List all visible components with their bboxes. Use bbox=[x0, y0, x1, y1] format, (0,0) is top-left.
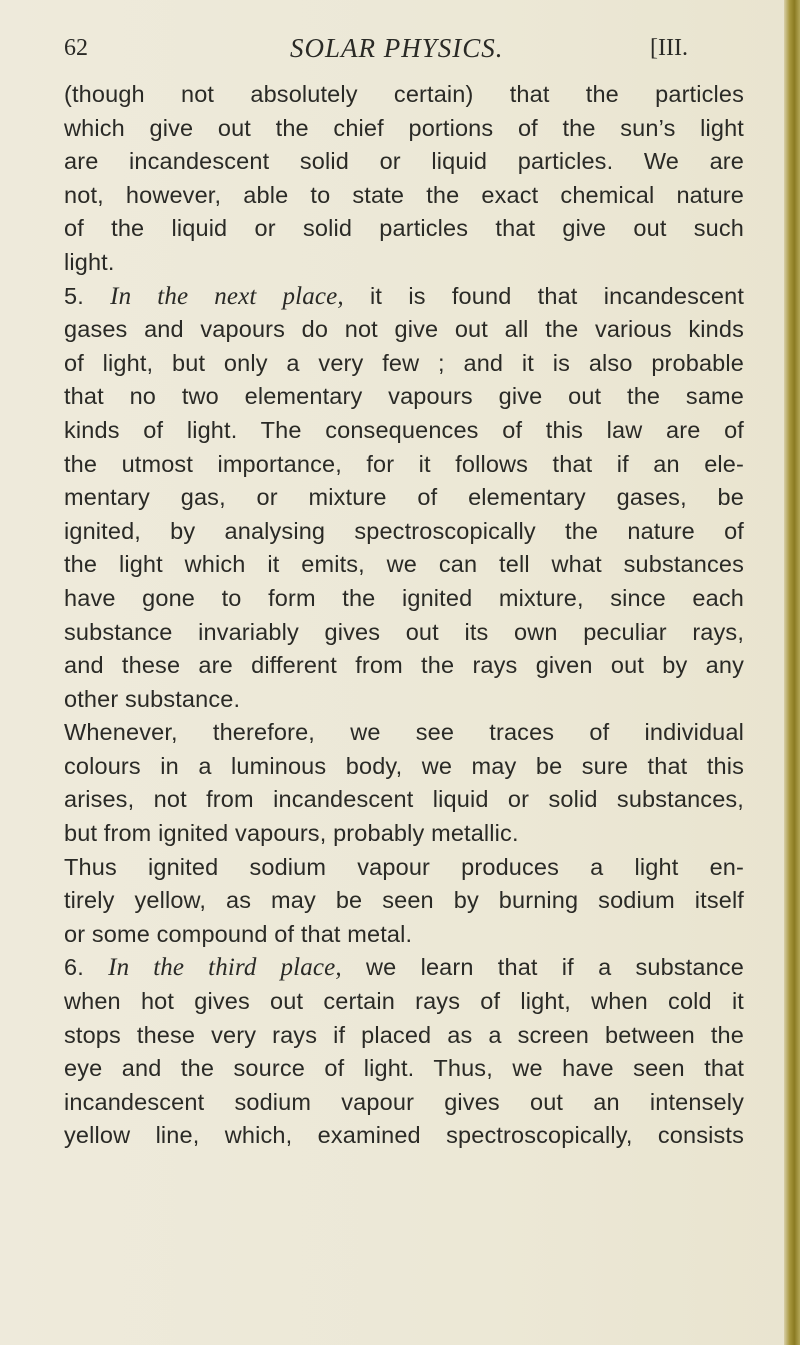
text-run: (though not absolutely certain) that the particles bbox=[64, 81, 744, 107]
text-line bbox=[64, 1052, 744, 1086]
italic-phrase: In the third place, bbox=[108, 954, 342, 982]
text-run: kinds of light. The consequences of this law are of bbox=[64, 416, 744, 443]
text-run: 5. bbox=[64, 282, 111, 309]
page-number: 62 bbox=[64, 35, 88, 61]
text-line bbox=[64, 481, 744, 515]
italic-phrase: In the next place, bbox=[110, 282, 344, 310]
text-run: gases and vapours do not give out all the various kinds bbox=[64, 316, 744, 343]
text-run: the utmost importance, for it follows that if an ele- bbox=[64, 450, 744, 477]
text-run: have gone to form the ignited mixture, since each bbox=[64, 584, 744, 611]
text-line bbox=[64, 1019, 744, 1053]
running-title: SOLAR PHYSICS. bbox=[290, 33, 504, 63]
text-run: incandescent sodium vapour gives out an intensely bbox=[64, 1088, 744, 1115]
text-line bbox=[64, 1086, 744, 1120]
text-run: light. bbox=[64, 248, 115, 275]
text-line bbox=[64, 817, 744, 851]
text-run: arises, not from incandescent liquid or solid substances, bbox=[64, 786, 744, 813]
text-run: 6. bbox=[64, 954, 109, 981]
text-run: when hot gives out certain rays of light, when cold it bbox=[64, 988, 744, 1015]
text-line bbox=[64, 1119, 744, 1153]
text-run: and these are different from the rays given out by any bbox=[64, 652, 744, 679]
text-line bbox=[64, 448, 744, 482]
text-run: colours in a luminous body, we may be sure that this bbox=[64, 752, 744, 779]
text-line bbox=[64, 78, 744, 112]
text-run: the light which it emits, we can tell what substances bbox=[64, 551, 744, 578]
text-line bbox=[64, 918, 744, 952]
text-line bbox=[64, 280, 744, 314]
text-run: substance invariably gives out its own peculiar rays, bbox=[64, 618, 744, 645]
text-line bbox=[64, 145, 744, 179]
text-run: Thus ignited sodium vapour produces a light en- bbox=[64, 853, 744, 880]
text-line bbox=[64, 515, 744, 549]
text-line bbox=[64, 212, 744, 246]
text-line bbox=[64, 582, 744, 616]
text-line bbox=[64, 649, 744, 683]
chapter-marker: [III. bbox=[650, 35, 688, 61]
text-run: of light, but only a very few ; and it is also probable bbox=[64, 349, 744, 376]
running-head bbox=[64, 28, 724, 68]
text-run: which give out the chief portions of the sun’s light bbox=[64, 114, 744, 141]
text-run: or some compound of that metal. bbox=[64, 920, 413, 947]
text-run: it is found that incandescent bbox=[343, 282, 745, 309]
text-line bbox=[64, 380, 744, 414]
text-run: but from ignited vapours, probably metallic. bbox=[64, 820, 519, 847]
text-line bbox=[64, 414, 744, 448]
text-run: that no two elementary vapours give out the same bbox=[64, 383, 744, 410]
text-line bbox=[64, 179, 744, 213]
text-line bbox=[64, 246, 744, 280]
text-line bbox=[64, 951, 744, 985]
text-run: we learn that if a substance bbox=[341, 954, 744, 981]
text-line bbox=[64, 716, 744, 750]
text-line bbox=[64, 347, 744, 381]
text-line bbox=[64, 884, 744, 918]
text-run: eye and the source of light. Thus, we have seen that bbox=[64, 1055, 744, 1082]
text-line bbox=[64, 985, 744, 1019]
text-run: of the liquid or solid particles that give out such bbox=[64, 215, 744, 242]
text-line bbox=[64, 783, 744, 817]
text-run: not, however, able to state the exact chemical nature bbox=[64, 181, 744, 208]
text-line bbox=[64, 851, 744, 885]
text-line bbox=[64, 313, 744, 347]
text-run: yellow line, which, examined spectroscopically, consists bbox=[64, 1122, 744, 1149]
text-run: ignited, by analysing spectroscopically the nature of bbox=[64, 517, 744, 544]
text-run: other substance. bbox=[64, 685, 241, 712]
text-line bbox=[64, 112, 744, 146]
text-line bbox=[64, 548, 744, 582]
text-run: Whenever, therefore, we see traces of individual bbox=[64, 719, 744, 746]
text-run: mentary gas, or mixture of elementary gases, be bbox=[64, 484, 744, 511]
text-line bbox=[64, 683, 744, 717]
text-line bbox=[64, 616, 744, 650]
text-line bbox=[64, 750, 744, 784]
body-text bbox=[64, 78, 744, 1153]
text-run: are incandescent solid or liquid particles. We are bbox=[64, 148, 744, 175]
page-edge-binding bbox=[784, 0, 800, 1345]
text-run: stops these very rays if placed as a screen between the bbox=[64, 1021, 744, 1048]
text-run: tirely yellow, as may be seen by burning sodium itself bbox=[64, 887, 744, 914]
